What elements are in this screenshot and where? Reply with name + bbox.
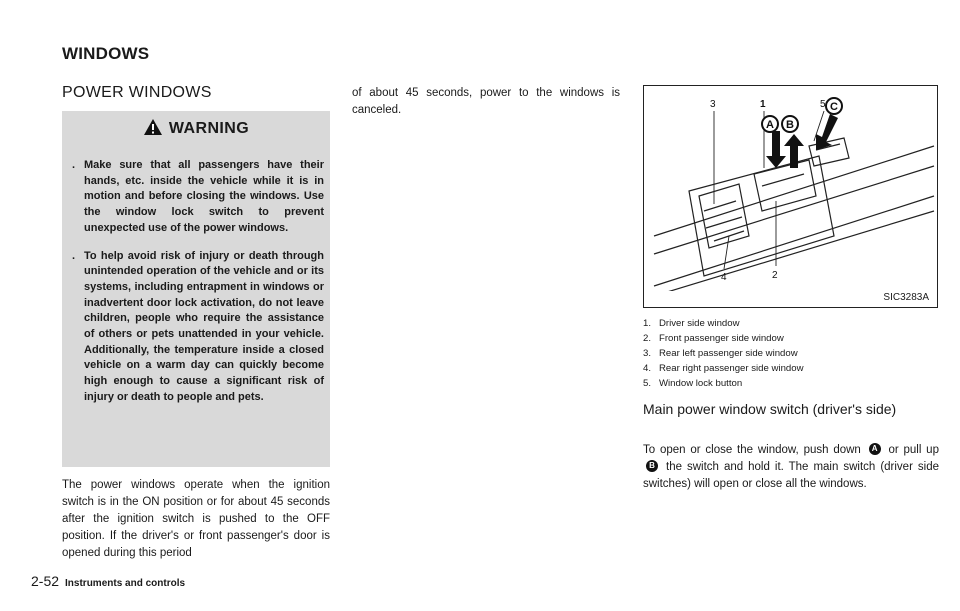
svg-text:A: A	[766, 119, 774, 131]
warning-heading	[62, 118, 330, 138]
svg-text:B: B	[786, 119, 794, 131]
callout-5: 5	[820, 99, 826, 110]
warning-item	[68, 158, 324, 237]
callout-4: 4	[721, 272, 727, 283]
section-title: WINDOWS	[62, 44, 150, 63]
page-number: 2-52	[31, 573, 60, 589]
warning-item-text: To help avoid risk of injury or death through unintended operation of the vehicle and or its systems, including entrapment in windows or inadvertent door lock activation, do not leave children, people who require the assistance of others or pets unattended in your vehicle. Additionally, the temperature inside a closed vehicle on a warm day can quickly become high enough to cause a significant risk of injury or death to people and pets.	[84, 249, 324, 403]
window-switch-illustration	[644, 86, 937, 291]
letter-b-icon	[782, 116, 798, 132]
instruction-paragraph: To open or close the window, push down A or pull up B the switch and hold it. The main switch (driver side switches) will open or close all the windows.	[643, 444, 940, 490]
warning-item-text: Make sure that all passengers have their hands, etc. inside the vehicle while it is in motion and before closing the windows. Use the window lock switch to prevent unexpected use of the power windows.	[84, 159, 324, 234]
body-paragraph-2: of about 45 seconds, power to the windows is canceled.	[352, 87, 620, 116]
warning-box	[62, 111, 330, 467]
letter-a-icon	[762, 116, 778, 132]
legend-item: 4. Rear right passenger side window	[643, 363, 804, 374]
warning-triangle-icon	[143, 118, 163, 136]
legend-item: 3. Rear left passenger side window	[643, 348, 798, 359]
figure-legend	[643, 316, 804, 391]
subsection-title: POWER WINDOWS	[62, 84, 212, 101]
body-paragraph-1: The power windows operate when the ignition switch is in the ON position or for about 45 seconds after the ignition switch is pushed to the OFF position. If the driver's or front passenger's door is opened during this period	[62, 479, 330, 559]
circle-b-icon: B	[646, 460, 658, 472]
window-switch-figure	[643, 85, 938, 308]
legend-item: 1. Driver side window	[643, 318, 740, 329]
warning-item	[68, 249, 324, 406]
callout-1: 1	[760, 99, 766, 110]
footer-title: Instruments and controls	[65, 578, 186, 589]
svg-text:C: C	[830, 101, 838, 113]
circle-a-icon: A	[869, 443, 881, 455]
warning-heading-text: WARNING	[168, 120, 250, 137]
legend-item: 5. Window lock button	[643, 378, 743, 389]
switch-subheading: Main power window switch (driver's side)	[643, 401, 897, 417]
bullet-icon: .	[72, 159, 76, 171]
bullet-icon: .	[72, 249, 76, 262]
callout-2: 2	[772, 270, 778, 281]
warning-list	[68, 158, 324, 418]
page-footer	[31, 573, 185, 589]
letter-c-icon	[826, 98, 842, 114]
legend-item: 2. Front passenger side window	[643, 333, 784, 344]
callout-3: 3	[710, 99, 716, 110]
figure-code: SIC3283A	[883, 292, 929, 303]
